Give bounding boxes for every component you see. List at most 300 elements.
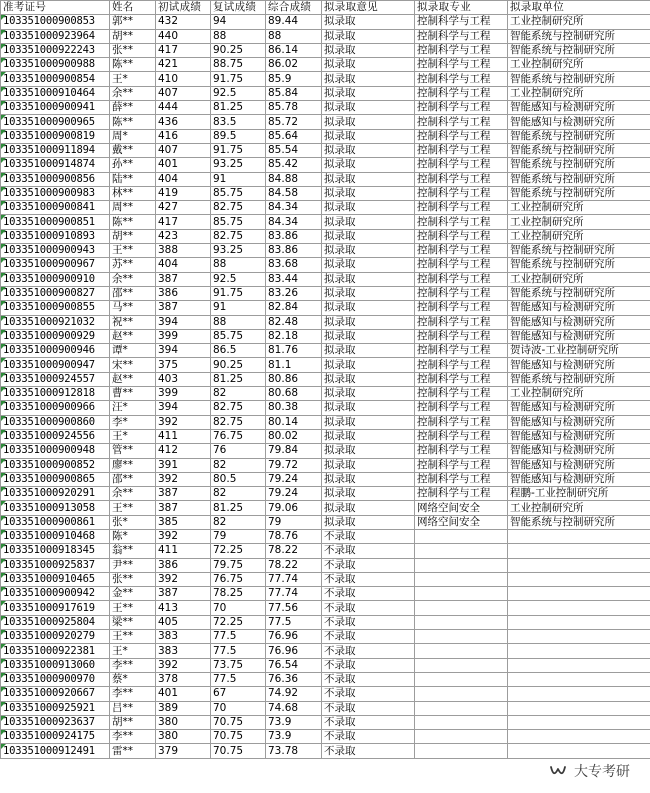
- cell-major[interactable]: [415, 730, 508, 744]
- cell-unit[interactable]: 智能系统与控制研究所: [508, 258, 650, 272]
- cell-initial-score[interactable]: 432: [156, 15, 211, 29]
- cell-exam-id[interactable]: 103351000900910: [1, 272, 110, 286]
- cell-total-score[interactable]: 76.96: [266, 644, 322, 658]
- cell-total-score[interactable]: 77.74: [266, 587, 322, 601]
- cell-unit[interactable]: 工业控制研究所: [508, 15, 650, 29]
- cell-retest-score[interactable]: 82: [211, 487, 266, 501]
- cell-initial-score[interactable]: 392: [156, 572, 211, 586]
- cell-major[interactable]: [415, 672, 508, 686]
- cell-unit[interactable]: 智能系统与控制研究所: [508, 129, 650, 143]
- cell-opinion[interactable]: 不录取: [322, 529, 415, 543]
- cell-initial-score[interactable]: 386: [156, 286, 211, 300]
- cell-total-score[interactable]: 73.9: [266, 730, 322, 744]
- cell-initial-score[interactable]: 436: [156, 115, 211, 129]
- cell-opinion[interactable]: 拟录取: [322, 58, 415, 72]
- cell-opinion[interactable]: 拟录取: [322, 258, 415, 272]
- cell-major[interactable]: 控制科学与工程: [415, 43, 508, 57]
- cell-exam-id[interactable]: 103351000900988: [1, 58, 110, 72]
- cell-total-score[interactable]: 73.9: [266, 715, 322, 729]
- cell-name[interactable]: 陈**: [110, 115, 156, 129]
- cell-total-score[interactable]: 89.44: [266, 15, 322, 29]
- cell-opinion[interactable]: 拟录取: [322, 186, 415, 200]
- cell-exam-id[interactable]: 103351000900983: [1, 186, 110, 200]
- cell-name[interactable]: 薛**: [110, 101, 156, 115]
- cell-opinion[interactable]: 拟录取: [322, 115, 415, 129]
- col-header-total-score[interactable]: 综合成绩: [266, 1, 322, 15]
- cell-exam-id[interactable]: 103351000900852: [1, 458, 110, 472]
- col-header-unit[interactable]: 拟录取单位: [508, 1, 650, 15]
- cell-retest-score[interactable]: 88.75: [211, 58, 266, 72]
- cell-opinion[interactable]: 拟录取: [322, 415, 415, 429]
- cell-major[interactable]: 控制科学与工程: [415, 101, 508, 115]
- cell-name[interactable]: 尹**: [110, 558, 156, 572]
- cell-opinion[interactable]: 拟录取: [322, 429, 415, 443]
- cell-name[interactable]: 周*: [110, 129, 156, 143]
- cell-initial-score[interactable]: 407: [156, 143, 211, 157]
- cell-opinion[interactable]: 拟录取: [322, 444, 415, 458]
- cell-retest-score[interactable]: 82.75: [211, 401, 266, 415]
- cell-unit[interactable]: [508, 587, 650, 601]
- cell-exam-id[interactable]: 103351000900855: [1, 301, 110, 315]
- cell-name[interactable]: 宋**: [110, 358, 156, 372]
- cell-unit[interactable]: 智能系统与控制研究所: [508, 515, 650, 529]
- cell-retest-score[interactable]: 91: [211, 301, 266, 315]
- cell-total-score[interactable]: 84.34: [266, 215, 322, 229]
- cell-retest-score[interactable]: 70.75: [211, 744, 266, 758]
- cell-exam-id[interactable]: 103351000924556: [1, 429, 110, 443]
- cell-major[interactable]: 控制科学与工程: [415, 458, 508, 472]
- cell-total-score[interactable]: 86.14: [266, 43, 322, 57]
- cell-retest-score[interactable]: 70: [211, 701, 266, 715]
- cell-initial-score[interactable]: 380: [156, 730, 211, 744]
- cell-exam-id[interactable]: 103351000924557: [1, 372, 110, 386]
- cell-unit[interactable]: 智能感知与检测研究所: [508, 115, 650, 129]
- cell-unit[interactable]: [508, 529, 650, 543]
- cell-retest-score[interactable]: 92.5: [211, 272, 266, 286]
- cell-name[interactable]: 陈*: [110, 529, 156, 543]
- cell-total-score[interactable]: 86.02: [266, 58, 322, 72]
- cell-major[interactable]: 控制科学与工程: [415, 258, 508, 272]
- cell-opinion[interactable]: 拟录取: [322, 387, 415, 401]
- cell-name[interactable]: 汪*: [110, 401, 156, 415]
- cell-total-score[interactable]: 81.76: [266, 344, 322, 358]
- cell-exam-id[interactable]: 103351000911894: [1, 143, 110, 157]
- cell-unit[interactable]: [508, 730, 650, 744]
- cell-retest-score[interactable]: 94: [211, 15, 266, 29]
- cell-exam-id[interactable]: 103351000900865: [1, 472, 110, 486]
- cell-opinion[interactable]: 拟录取: [322, 86, 415, 100]
- cell-major[interactable]: 控制科学与工程: [415, 472, 508, 486]
- cell-total-score[interactable]: 85.54: [266, 143, 322, 157]
- cell-opinion[interactable]: 拟录取: [322, 229, 415, 243]
- cell-unit[interactable]: 智能感知与检测研究所: [508, 329, 650, 343]
- cell-unit[interactable]: 智能感知与检测研究所: [508, 401, 650, 415]
- cell-opinion[interactable]: 拟录取: [322, 29, 415, 43]
- cell-retest-score[interactable]: 92.5: [211, 86, 266, 100]
- cell-retest-score[interactable]: 82.75: [211, 201, 266, 215]
- cell-major[interactable]: 控制科学与工程: [415, 86, 508, 100]
- cell-total-score[interactable]: 77.74: [266, 572, 322, 586]
- cell-exam-id[interactable]: 103351000923637: [1, 715, 110, 729]
- cell-name[interactable]: 余**: [110, 86, 156, 100]
- col-header-retest-score[interactable]: 复试成绩: [211, 1, 266, 15]
- cell-initial-score[interactable]: 394: [156, 315, 211, 329]
- cell-major[interactable]: 控制科学与工程: [415, 244, 508, 258]
- cell-unit[interactable]: 智能感知与检测研究所: [508, 429, 650, 443]
- cell-opinion[interactable]: 拟录取: [322, 358, 415, 372]
- cell-initial-score[interactable]: 386: [156, 558, 211, 572]
- cell-opinion[interactable]: 不录取: [322, 730, 415, 744]
- cell-name[interactable]: 雷**: [110, 744, 156, 758]
- cell-unit[interactable]: [508, 630, 650, 644]
- cell-exam-id[interactable]: 103351000913058: [1, 501, 110, 515]
- cell-initial-score[interactable]: 407: [156, 86, 211, 100]
- cell-unit[interactable]: 智能感知与检测研究所: [508, 301, 650, 315]
- cell-name[interactable]: 胡**: [110, 229, 156, 243]
- cell-name[interactable]: 谭*: [110, 344, 156, 358]
- cell-unit[interactable]: 智能感知与检测研究所: [508, 415, 650, 429]
- cell-exam-id[interactable]: 103351000900819: [1, 129, 110, 143]
- cell-total-score[interactable]: 79.72: [266, 458, 322, 472]
- cell-name[interactable]: 王**: [110, 501, 156, 515]
- cell-initial-score[interactable]: 404: [156, 258, 211, 272]
- cell-major[interactable]: 控制科学与工程: [415, 58, 508, 72]
- cell-total-score[interactable]: 83.44: [266, 272, 322, 286]
- cell-major[interactable]: 控制科学与工程: [415, 215, 508, 229]
- cell-unit[interactable]: 工业控制研究所: [508, 501, 650, 515]
- cell-retest-score[interactable]: 89.5: [211, 129, 266, 143]
- cell-initial-score[interactable]: 394: [156, 344, 211, 358]
- cell-major[interactable]: [415, 630, 508, 644]
- cell-total-score[interactable]: 83.86: [266, 244, 322, 258]
- cell-major[interactable]: [415, 687, 508, 701]
- cell-total-score[interactable]: 80.14: [266, 415, 322, 429]
- cell-retest-score[interactable]: 78.25: [211, 587, 266, 601]
- cell-major[interactable]: [415, 658, 508, 672]
- cell-opinion[interactable]: 拟录取: [322, 315, 415, 329]
- cell-major[interactable]: 控制科学与工程: [415, 415, 508, 429]
- cell-name[interactable]: 李**: [110, 687, 156, 701]
- cell-opinion[interactable]: 不录取: [322, 658, 415, 672]
- cell-major[interactable]: 控制科学与工程: [415, 286, 508, 300]
- cell-name[interactable]: 郭**: [110, 15, 156, 29]
- cell-exam-id[interactable]: 103351000910465: [1, 572, 110, 586]
- cell-exam-id[interactable]: 103351000920291: [1, 487, 110, 501]
- cell-unit[interactable]: [508, 715, 650, 729]
- cell-total-score[interactable]: 79: [266, 515, 322, 529]
- cell-retest-score[interactable]: 82.75: [211, 415, 266, 429]
- cell-exam-id[interactable]: 103351000900861: [1, 515, 110, 529]
- cell-major[interactable]: [415, 572, 508, 586]
- cell-exam-id[interactable]: 103351000900941: [1, 101, 110, 115]
- cell-initial-score[interactable]: 416: [156, 129, 211, 143]
- cell-retest-score[interactable]: 77.5: [211, 630, 266, 644]
- cell-total-score[interactable]: 85.78: [266, 101, 322, 115]
- cell-exam-id[interactable]: 103351000925921: [1, 701, 110, 715]
- cell-name[interactable]: 王*: [110, 429, 156, 443]
- cell-name[interactable]: 邵**: [110, 286, 156, 300]
- cell-name[interactable]: 余**: [110, 272, 156, 286]
- cell-retest-score[interactable]: 91.75: [211, 72, 266, 86]
- cell-name[interactable]: 赵**: [110, 329, 156, 343]
- cell-name[interactable]: 梁**: [110, 615, 156, 629]
- cell-retest-score[interactable]: 77.5: [211, 672, 266, 686]
- cell-total-score[interactable]: 82.84: [266, 301, 322, 315]
- cell-initial-score[interactable]: 399: [156, 387, 211, 401]
- cell-initial-score[interactable]: 392: [156, 658, 211, 672]
- cell-exam-id[interactable]: 103351000900965: [1, 115, 110, 129]
- cell-major[interactable]: 控制科学与工程: [415, 358, 508, 372]
- cell-initial-score[interactable]: 392: [156, 472, 211, 486]
- cell-initial-score[interactable]: 387: [156, 301, 211, 315]
- cell-opinion[interactable]: 拟录取: [322, 158, 415, 172]
- cell-name[interactable]: 张**: [110, 43, 156, 57]
- cell-exam-id[interactable]: 103351000900854: [1, 72, 110, 86]
- cell-retest-score[interactable]: 88: [211, 315, 266, 329]
- cell-unit[interactable]: 智能系统与控制研究所: [508, 372, 650, 386]
- cell-exam-id[interactable]: 103351000900942: [1, 587, 110, 601]
- cell-retest-score[interactable]: 76.75: [211, 572, 266, 586]
- cell-major[interactable]: [415, 615, 508, 629]
- cell-initial-score[interactable]: 392: [156, 529, 211, 543]
- cell-opinion[interactable]: 拟录取: [322, 286, 415, 300]
- cell-initial-score[interactable]: 411: [156, 544, 211, 558]
- cell-unit[interactable]: 智能系统与控制研究所: [508, 244, 650, 258]
- cell-unit[interactable]: 工业控制研究所: [508, 58, 650, 72]
- cell-major[interactable]: 控制科学与工程: [415, 229, 508, 243]
- cell-initial-score[interactable]: 380: [156, 715, 211, 729]
- cell-unit[interactable]: 智能感知与检测研究所: [508, 458, 650, 472]
- cell-exam-id[interactable]: 103351000900967: [1, 258, 110, 272]
- cell-total-score[interactable]: 78.22: [266, 544, 322, 558]
- cell-major[interactable]: 控制科学与工程: [415, 301, 508, 315]
- cell-initial-score[interactable]: 427: [156, 201, 211, 215]
- cell-major[interactable]: 控制科学与工程: [415, 172, 508, 186]
- cell-unit[interactable]: 智能系统与控制研究所: [508, 29, 650, 43]
- cell-retest-score[interactable]: 76.75: [211, 429, 266, 443]
- cell-name[interactable]: 王*: [110, 72, 156, 86]
- cell-total-score[interactable]: 85.84: [266, 86, 322, 100]
- cell-major[interactable]: [415, 701, 508, 715]
- cell-retest-score[interactable]: 90.25: [211, 358, 266, 372]
- cell-opinion[interactable]: 拟录取: [322, 172, 415, 186]
- cell-retest-score[interactable]: 79: [211, 529, 266, 543]
- cell-name[interactable]: 余**: [110, 487, 156, 501]
- cell-retest-score[interactable]: 72.25: [211, 544, 266, 558]
- cell-major[interactable]: 控制科学与工程: [415, 158, 508, 172]
- cell-opinion[interactable]: 拟录取: [322, 143, 415, 157]
- cell-unit[interactable]: 智能感知与检测研究所: [508, 358, 650, 372]
- cell-unit[interactable]: [508, 744, 650, 758]
- cell-name[interactable]: 李**: [110, 730, 156, 744]
- cell-exam-id[interactable]: 103351000900827: [1, 286, 110, 300]
- cell-total-score[interactable]: 83.86: [266, 229, 322, 243]
- cell-major[interactable]: [415, 544, 508, 558]
- cell-total-score[interactable]: 80.38: [266, 401, 322, 415]
- cell-initial-score[interactable]: 440: [156, 29, 211, 43]
- cell-name[interactable]: 赵**: [110, 372, 156, 386]
- cell-opinion[interactable]: 拟录取: [322, 129, 415, 143]
- cell-name[interactable]: 王**: [110, 244, 156, 258]
- cell-major[interactable]: 控制科学与工程: [415, 143, 508, 157]
- cell-initial-score[interactable]: 378: [156, 672, 211, 686]
- cell-unit[interactable]: 工业控制研究所: [508, 387, 650, 401]
- cell-total-score[interactable]: 84.58: [266, 186, 322, 200]
- cell-unit[interactable]: 工业控制研究所: [508, 201, 650, 215]
- cell-exam-id[interactable]: 103351000900966: [1, 401, 110, 415]
- cell-exam-id[interactable]: 103351000900856: [1, 172, 110, 186]
- cell-initial-score[interactable]: 404: [156, 172, 211, 186]
- cell-major[interactable]: 控制科学与工程: [415, 372, 508, 386]
- cell-exam-id[interactable]: 103351000910464: [1, 86, 110, 100]
- cell-major[interactable]: 控制科学与工程: [415, 129, 508, 143]
- cell-unit[interactable]: 智能系统与控制研究所: [508, 186, 650, 200]
- cell-opinion[interactable]: 拟录取: [322, 329, 415, 343]
- cell-opinion[interactable]: 拟录取: [322, 372, 415, 386]
- cell-unit[interactable]: 智能感知与检测研究所: [508, 444, 650, 458]
- cell-total-score[interactable]: 84.34: [266, 201, 322, 215]
- cell-total-score[interactable]: 77.5: [266, 615, 322, 629]
- cell-exam-id[interactable]: 103351000900948: [1, 444, 110, 458]
- cell-major[interactable]: [415, 601, 508, 615]
- cell-unit[interactable]: [508, 658, 650, 672]
- cell-unit[interactable]: 智能感知与检测研究所: [508, 315, 650, 329]
- cell-retest-score[interactable]: 85.75: [211, 215, 266, 229]
- cell-exam-id[interactable]: 103351000920667: [1, 687, 110, 701]
- cell-total-score[interactable]: 74.92: [266, 687, 322, 701]
- cell-name[interactable]: 张**: [110, 572, 156, 586]
- cell-initial-score[interactable]: 387: [156, 587, 211, 601]
- cell-opinion[interactable]: 拟录取: [322, 401, 415, 415]
- cell-exam-id[interactable]: 103351000910468: [1, 529, 110, 543]
- cell-name[interactable]: 翁**: [110, 544, 156, 558]
- cell-exam-id[interactable]: 103351000917619: [1, 601, 110, 615]
- cell-name[interactable]: 戴**: [110, 143, 156, 157]
- cell-major[interactable]: [415, 644, 508, 658]
- cell-retest-score[interactable]: 88: [211, 29, 266, 43]
- cell-name[interactable]: 王**: [110, 630, 156, 644]
- cell-major[interactable]: [415, 558, 508, 572]
- cell-exam-id[interactable]: 103351000912818: [1, 387, 110, 401]
- cell-exam-id[interactable]: 103351000900851: [1, 215, 110, 229]
- cell-unit[interactable]: 智能感知与检测研究所: [508, 472, 650, 486]
- cell-major[interactable]: 网络空间安全: [415, 515, 508, 529]
- cell-opinion[interactable]: 拟录取: [322, 487, 415, 501]
- cell-retest-score[interactable]: 81.25: [211, 101, 266, 115]
- cell-unit[interactable]: 工业控制研究所: [508, 272, 650, 286]
- cell-retest-score[interactable]: 70.75: [211, 715, 266, 729]
- cell-unit[interactable]: [508, 644, 650, 658]
- cell-unit[interactable]: [508, 558, 650, 572]
- cell-name[interactable]: 王**: [110, 601, 156, 615]
- cell-initial-score[interactable]: 392: [156, 415, 211, 429]
- cell-major[interactable]: 控制科学与工程: [415, 115, 508, 129]
- cell-exam-id[interactable]: 103351000900929: [1, 329, 110, 343]
- cell-opinion[interactable]: 拟录取: [322, 515, 415, 529]
- cell-name[interactable]: 吕**: [110, 701, 156, 715]
- cell-total-score[interactable]: 81.1: [266, 358, 322, 372]
- cell-total-score[interactable]: 79.24: [266, 472, 322, 486]
- cell-retest-score[interactable]: 70: [211, 601, 266, 615]
- cell-exam-id[interactable]: 103351000925837: [1, 558, 110, 572]
- cell-initial-score[interactable]: 403: [156, 372, 211, 386]
- cell-initial-score[interactable]: 410: [156, 72, 211, 86]
- cell-retest-score[interactable]: 77.5: [211, 644, 266, 658]
- cell-unit[interactable]: [508, 572, 650, 586]
- cell-opinion[interactable]: 不录取: [322, 572, 415, 586]
- cell-unit[interactable]: 智能感知与检测研究所: [508, 101, 650, 115]
- cell-name[interactable]: 陆**: [110, 172, 156, 186]
- cell-name[interactable]: 祝**: [110, 315, 156, 329]
- cell-opinion[interactable]: 拟录取: [322, 344, 415, 358]
- cell-opinion[interactable]: 不录取: [322, 644, 415, 658]
- cell-unit[interactable]: [508, 672, 650, 686]
- cell-unit[interactable]: 智能系统与控制研究所: [508, 158, 650, 172]
- cell-retest-score[interactable]: 90.25: [211, 43, 266, 57]
- cell-total-score[interactable]: 76.54: [266, 658, 322, 672]
- cell-name[interactable]: 廖**: [110, 458, 156, 472]
- cell-opinion[interactable]: 拟录取: [322, 458, 415, 472]
- cell-exam-id[interactable]: 103351000924175: [1, 730, 110, 744]
- cell-name[interactable]: 曹**: [110, 387, 156, 401]
- cell-total-score[interactable]: 79.06: [266, 501, 322, 515]
- cell-exam-id[interactable]: 103351000914874: [1, 158, 110, 172]
- cell-opinion[interactable]: 拟录取: [322, 501, 415, 515]
- cell-retest-score[interactable]: 85.75: [211, 329, 266, 343]
- cell-major[interactable]: 控制科学与工程: [415, 72, 508, 86]
- cell-initial-score[interactable]: 399: [156, 329, 211, 343]
- cell-major[interactable]: 控制科学与工程: [415, 201, 508, 215]
- cell-unit[interactable]: 工业控制研究所: [508, 86, 650, 100]
- cell-initial-score[interactable]: 417: [156, 43, 211, 57]
- cell-opinion[interactable]: 拟录取: [322, 201, 415, 215]
- cell-total-score[interactable]: 83.26: [266, 286, 322, 300]
- cell-major[interactable]: [415, 587, 508, 601]
- cell-name[interactable]: 王*: [110, 644, 156, 658]
- cell-name[interactable]: 陈**: [110, 215, 156, 229]
- cell-retest-score[interactable]: 81.25: [211, 372, 266, 386]
- cell-opinion[interactable]: 不录取: [322, 558, 415, 572]
- cell-opinion[interactable]: 拟录取: [322, 472, 415, 486]
- cell-initial-score[interactable]: 379: [156, 744, 211, 758]
- cell-opinion[interactable]: 不录取: [322, 701, 415, 715]
- cell-exam-id[interactable]: 103351000913060: [1, 658, 110, 672]
- cell-exam-id[interactable]: 103351000922381: [1, 644, 110, 658]
- cell-exam-id[interactable]: 103351000925804: [1, 615, 110, 629]
- cell-initial-score[interactable]: 444: [156, 101, 211, 115]
- cell-exam-id[interactable]: 103351000912491: [1, 744, 110, 758]
- col-header-major[interactable]: 拟录取专业: [415, 1, 508, 15]
- cell-total-score[interactable]: 88: [266, 29, 322, 43]
- cell-total-score[interactable]: 78.76: [266, 529, 322, 543]
- col-header-exam-id[interactable]: 准考证号: [1, 1, 110, 15]
- cell-exam-id[interactable]: 103351000918345: [1, 544, 110, 558]
- cell-initial-score[interactable]: 411: [156, 429, 211, 443]
- cell-major[interactable]: 控制科学与工程: [415, 29, 508, 43]
- cell-exam-id[interactable]: 103351000900970: [1, 672, 110, 686]
- cell-initial-score[interactable]: 417: [156, 215, 211, 229]
- cell-initial-score[interactable]: 419: [156, 186, 211, 200]
- cell-total-score[interactable]: 80.68: [266, 387, 322, 401]
- cell-opinion[interactable]: 拟录取: [322, 301, 415, 315]
- cell-retest-score[interactable]: 91.75: [211, 143, 266, 157]
- cell-name[interactable]: 胡**: [110, 29, 156, 43]
- cell-initial-score[interactable]: 412: [156, 444, 211, 458]
- cell-retest-score[interactable]: 86.5: [211, 344, 266, 358]
- cell-retest-score[interactable]: 73.75: [211, 658, 266, 672]
- cell-retest-score[interactable]: 82: [211, 387, 266, 401]
- cell-total-score[interactable]: 79.84: [266, 444, 322, 458]
